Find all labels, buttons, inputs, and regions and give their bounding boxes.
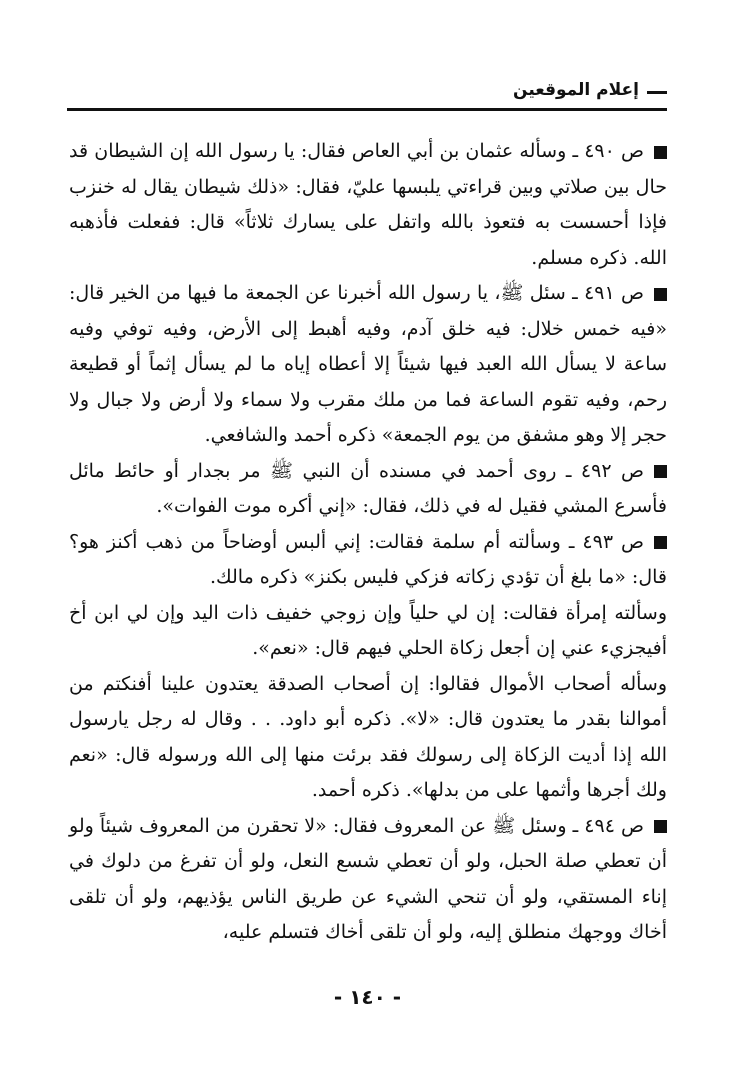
bullet-square-icon — [654, 536, 667, 549]
bullet-square-icon — [654, 288, 667, 301]
entry-494 — [69, 809, 667, 951]
body-text — [69, 134, 667, 951]
running-header-title: إعلام الموقعين — [513, 80, 639, 100]
entry-text: ص ٤٩٠ ـ وسأله عثمان بن أبي العاص فقال: يا رسول الله إن الشيطان قد حال بين صلاتي وبين قراءتي يلبسها عليّ، فقال: «ذلك شيطان يقال له خنزب فإذا أحسست به فتعوذ بالله واتفل على يسارك ثلاثاً» قال: ففعلت فأذهبه الله. ذكره مسلم. — [69, 140, 667, 269]
entry-493-continuation: وسأله أصحاب الأموال فقالوا: إن أصحاب الصدقة يعتدون علينا أفنكتم من أموالنا بقدر ما يعتدون قال: «لا». ذكره أبو داود. . . وقال له رجل يارسول الله إذا أديت الزكاة إلى رسولك فقد برئت منها إلى الله ورسوله قال: «نعم ولك أجرها وأثمها على من بدلها». ذكره أحمد. — [69, 672, 667, 801]
page-number: - ١٤٠ - — [333, 985, 402, 1009]
entry-text: ص ٤٩٢ ـ روى أحمد في مسنده أن النبي ﷺ مر بجدار أو حائط مائل فأسرع المشي فقيل له في ذلك، فقال: «إني أكره موت الفوات». — [69, 459, 667, 517]
bullet-square-icon — [654, 820, 667, 833]
running-header — [67, 78, 667, 114]
entry-text: ص ٤٩١ ـ سئل ﷺ، يا رسول الله أخبرنا عن الجمعة ما فيها من الخير قال: «فيه خمس خلال: فيه خلق آدم، وفيه أهبط إلى الأرض، وفيه توفي وفيه ساعة لا يسأل الله العبد فيها شيئاً إلا أعطاه إياه ما لم يسأل إثماً أو قطيعة رحم، وفيه تقوم الساعة فما من ملك مقرب ولا سماء ولا أرض ولا جبال ولا حجر إلا وهو مشفق من يوم الجمعة» ذكره أحمد والشافعي. — [69, 282, 667, 446]
entry-text: ص ٤٩٤ ـ وسئل ﷺ عن المعروف فقال: «لا تحقرن من المعروف شيئاً ولو أن تعطي صلة الحبل، ولو أن تعطي شسع النعل، ولو أن تفرغ من دلوك في إناء المستقي، ولو أن تنحي الشيء عن طريق الناس يؤذيهم، ولو أن تلقى أخاك ووجهك منطلق إليه، ولو أن تلقى أخاك فتسلم عليه، — [69, 814, 667, 943]
bullet-square-icon — [654, 465, 667, 478]
entry-492 — [69, 454, 667, 525]
entry-490 — [69, 134, 667, 276]
entry-491 — [69, 276, 667, 454]
header-dash — [647, 91, 667, 94]
entry-493 — [69, 525, 667, 596]
header-rule — [67, 108, 667, 111]
entry-493-continuation: وسألته إمرأة فقالت: إن لي حلياً وإن زوجي خفيف ذات اليد وإن لي ابن أخ أفيجزيء عني إن أجعل زكاة الحلي فيهم قال: «نعم». — [69, 601, 667, 659]
entry-text: ص ٤٩٣ ـ وسألته أم سلمة فقالت: إني ألبس أوضاحاً من ذهب أكنز هو؟ قال: «ما بلغ أن تؤدي زكاته فزكي فليس بكنز» ذكره مالك. — [69, 530, 667, 588]
bullet-square-icon — [654, 146, 667, 159]
